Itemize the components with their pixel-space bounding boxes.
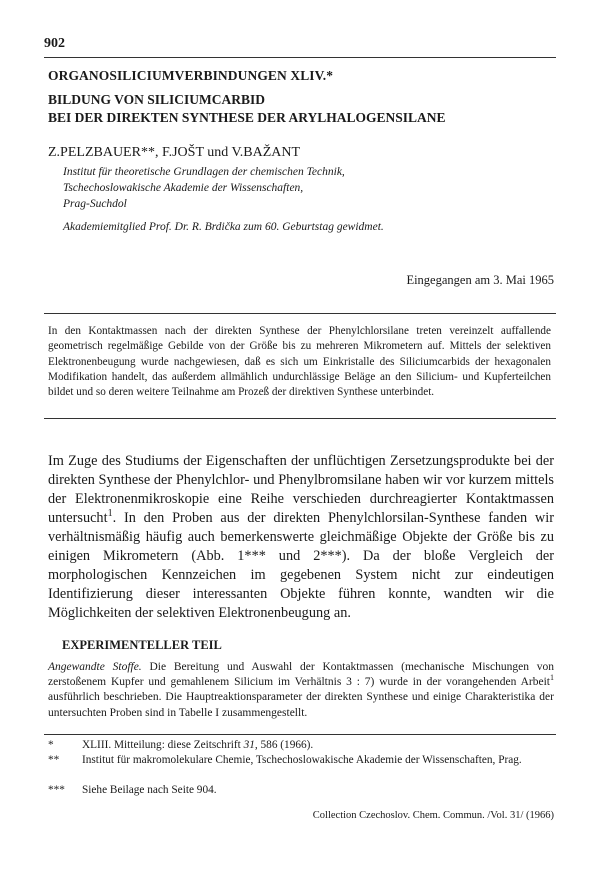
article-title-line2: BEI DER DIREKTEN SYNTHESE DER ARYLHALOGENSILANE xyxy=(48,110,446,125)
reference-marker: 1 xyxy=(107,508,113,520)
section-text-part1: Die Bereitung und Auswahl der Kontaktmassen (mechanische Mischungen von zerstoßenem Kupfer und gemahlenem Silicium im Verhältnis 3 : 7) wurde in der vorangehenden Arbeit xyxy=(48,661,554,689)
affiliation-line1: Institut für theoretische Grundlagen der chemischen Technik, xyxy=(63,166,345,178)
footnote xyxy=(48,753,556,768)
dedication: Akademiemitglied Prof. Dr. R. Brdička zum 60. Geburtstag gewidmet. xyxy=(63,221,384,233)
section-text-part2: ausführlich beschrieben. Die Hauptreaktionsparameter der direkten Synthese und einige Charakteristika der untersuchten Proben sind in Tabelle I zusammengestellt. xyxy=(48,691,554,719)
abstract-top-rule xyxy=(44,313,556,314)
affiliation-line3: Prag-Suchdol xyxy=(63,198,127,210)
footnote-mark: * xyxy=(48,739,54,751)
series-title: ORGANOSILICIUMVERBINDUNGEN XLIV.* xyxy=(48,68,334,83)
footnote-mark: ** xyxy=(48,754,60,766)
article-title-line1: BILDUNG VON SILICIUMCARBID xyxy=(48,92,266,107)
journal-footer: Collection Czechoslov. Chem. Commun. /Vol. 31/ (1966) xyxy=(312,810,554,821)
affiliation-line2: Tschechoslowakische Akademie der Wissenschaften, xyxy=(63,182,304,194)
abstract-bottom-rule xyxy=(44,418,556,419)
subsection-heading: Angewandte Stoffe. xyxy=(48,661,142,673)
page-number: 902 xyxy=(44,36,65,51)
reference-marker: 1 xyxy=(549,673,554,683)
footnote-text: Institut für makromolekulare Chemie, Tschechoslowakische Akademie der Wissenschaften, Prag. xyxy=(82,754,522,766)
footnote-rule xyxy=(44,734,556,735)
footnote xyxy=(48,783,556,798)
authors: Z.PELZBAUER**, F.JOŠT und V.BAŽANT xyxy=(48,145,301,160)
section-paragraph xyxy=(48,660,554,721)
received-date: Eingegangen am 3. Mai 1965 xyxy=(406,273,554,287)
body-text-part1: Im Zuge des Studiums der Eigenschaften der unflüchtigen Zersetzungsprodukte bei der direkten Synthese der Phenylchlor- und Phenylbromsilane haben wir vor kurzem mittels der Elektronenmikroskopie eine Reihe verschieden durchreagierter Kontaktmassen untersucht xyxy=(48,453,554,526)
section-heading: EXPERIMENTELLER TEIL xyxy=(62,638,222,652)
abstract: In den Kontaktmassen nach der direkten Synthese der Phenylchlorsilane treten vereinzelt auffallende geometrisch regelmäßige Gebilde von der Größe bis zu mehreren Mikrometern auf. Mittels der selektiven Elektronenbeugung wurde nachgewiesen, daß es sich um Einkristalle des Siliciumcarbids der hexagonalen Modifikation handelt, das außerdem allmählich undurchlässige Beläge an den Silicium- und Kupferteilchen bildet und so deren weitere Teilnahme am Prozeß der direktiven Synthese unterbindet. xyxy=(48,325,551,399)
footnote-text: Siehe Beilage nach Seite 904. xyxy=(82,784,217,796)
header-rule xyxy=(44,57,556,58)
body-paragraph xyxy=(48,452,554,623)
footnote-text: XLIII. Mitteilung: diese Zeitschrift xyxy=(82,739,244,751)
body-text-part2: . In den Proben aus der direkten Phenylchlorsilan-Synthese fanden wir verhältnismäßig häufig auch bemerkenswerte gleichmäßige Objekte der Größe bis zu einigen Mikrometern (Abb. 1*** und 2***). Da der bloße Vergleich der morphologischen Kennzeichen im gegebenen System nicht zur eindeutigen Identifizierung dieser interessanten Objekte führen konnte, wandten wir die Möglichkeiten der selektiven Elektronenbeugung an. xyxy=(48,510,554,621)
footnote-mark: *** xyxy=(48,784,65,796)
footnote-text: 586 (1966). xyxy=(257,739,314,751)
footnote-volume: 31, xyxy=(243,739,258,751)
footnote xyxy=(48,738,556,753)
